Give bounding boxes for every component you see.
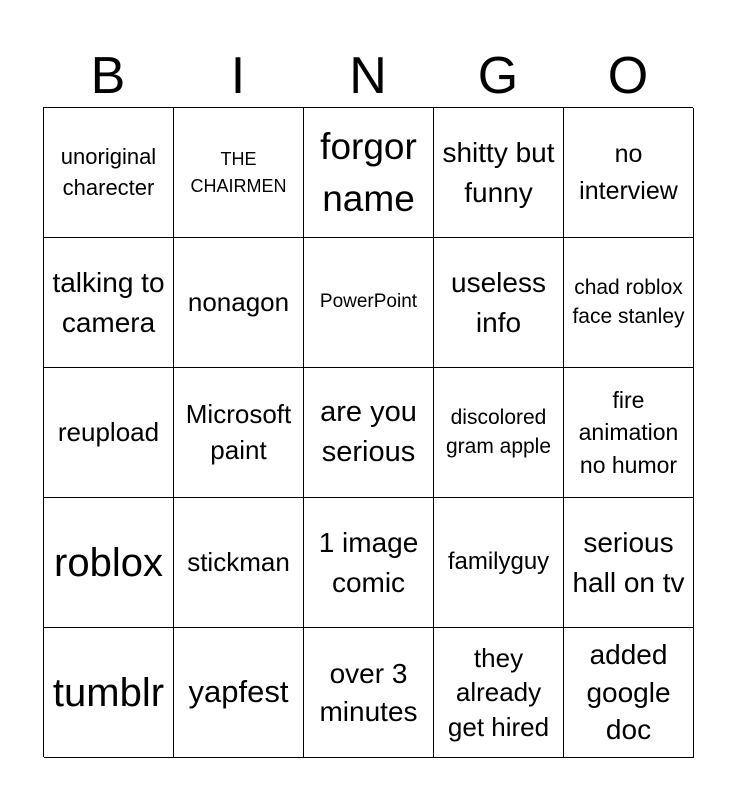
bingo-cell[interactable] bbox=[174, 238, 304, 368]
header-letter-o: O bbox=[607, 47, 649, 105]
cell-label: are you serious bbox=[320, 396, 417, 468]
bingo-cell[interactable] bbox=[564, 498, 694, 628]
header-letter-g: G bbox=[477, 47, 519, 105]
bingo-cell[interactable] bbox=[304, 368, 434, 498]
bingo-cell[interactable] bbox=[304, 238, 434, 368]
bingo-cell[interactable] bbox=[44, 628, 174, 758]
cell-label: roblox bbox=[54, 540, 163, 585]
bingo-cell[interactable] bbox=[564, 628, 694, 758]
bingo-cell[interactable] bbox=[434, 368, 564, 498]
cell-label: nonagon bbox=[187, 286, 290, 317]
cell-label: they already get hired bbox=[447, 642, 550, 742]
cell-label: added google doc bbox=[586, 638, 671, 746]
cell-label: PowerPoint bbox=[319, 291, 418, 313]
bingo-cell[interactable] bbox=[44, 238, 174, 368]
header-letter-b: B bbox=[90, 47, 126, 105]
header-letter-n: N bbox=[349, 47, 387, 105]
cell-label: yapfest bbox=[188, 674, 289, 710]
cell-label: fire animation no humor bbox=[578, 387, 679, 478]
bingo-cell[interactable] bbox=[174, 628, 304, 758]
header-letter-i: I bbox=[230, 47, 246, 105]
cell-label: unoriginal charecter bbox=[60, 143, 157, 200]
bingo-cell[interactable] bbox=[434, 628, 564, 758]
bingo-cell[interactable] bbox=[434, 498, 564, 628]
bingo-cell[interactable] bbox=[174, 368, 304, 498]
cell-label: THE CHAIRMEN bbox=[190, 148, 287, 196]
bingo-cell[interactable] bbox=[564, 108, 694, 238]
bingo-cell[interactable] bbox=[304, 628, 434, 758]
cell-label: reupload bbox=[57, 416, 160, 447]
cell-label: chad roblox face stanley bbox=[572, 275, 685, 328]
bingo-cell[interactable] bbox=[304, 108, 434, 238]
bingo-header bbox=[43, 44, 693, 108]
bingo-cell[interactable] bbox=[44, 498, 174, 628]
bingo-cell[interactable] bbox=[44, 368, 174, 498]
bingo-cell[interactable] bbox=[44, 108, 174, 238]
bingo-cell[interactable] bbox=[564, 368, 694, 498]
cell-label: shitty but funny bbox=[442, 137, 555, 208]
cell-label: Microsoft paint bbox=[185, 399, 292, 465]
bingo-cell[interactable] bbox=[174, 108, 304, 238]
bingo-cell[interactable] bbox=[174, 498, 304, 628]
cell-label: familyguy bbox=[447, 548, 550, 576]
cell-label: no interview bbox=[579, 140, 678, 205]
cell-label: forgor name bbox=[320, 125, 417, 219]
cell-label: stickman bbox=[187, 546, 290, 577]
cell-label: talking to camera bbox=[52, 267, 165, 338]
bingo-board bbox=[43, 107, 693, 757]
cell-label: useless info bbox=[451, 267, 546, 338]
bingo-cell[interactable] bbox=[564, 238, 694, 368]
bingo-cell[interactable] bbox=[434, 238, 564, 368]
cell-label: 1 image comic bbox=[318, 527, 419, 598]
cell-label: tumblr bbox=[52, 670, 165, 715]
cell-label: discolored gram apple bbox=[445, 405, 552, 458]
cell-label: serious hall on tv bbox=[572, 527, 685, 598]
cell-label: over 3 minutes bbox=[319, 657, 418, 727]
bingo-cell[interactable] bbox=[304, 498, 434, 628]
bingo-cell[interactable] bbox=[434, 108, 564, 238]
